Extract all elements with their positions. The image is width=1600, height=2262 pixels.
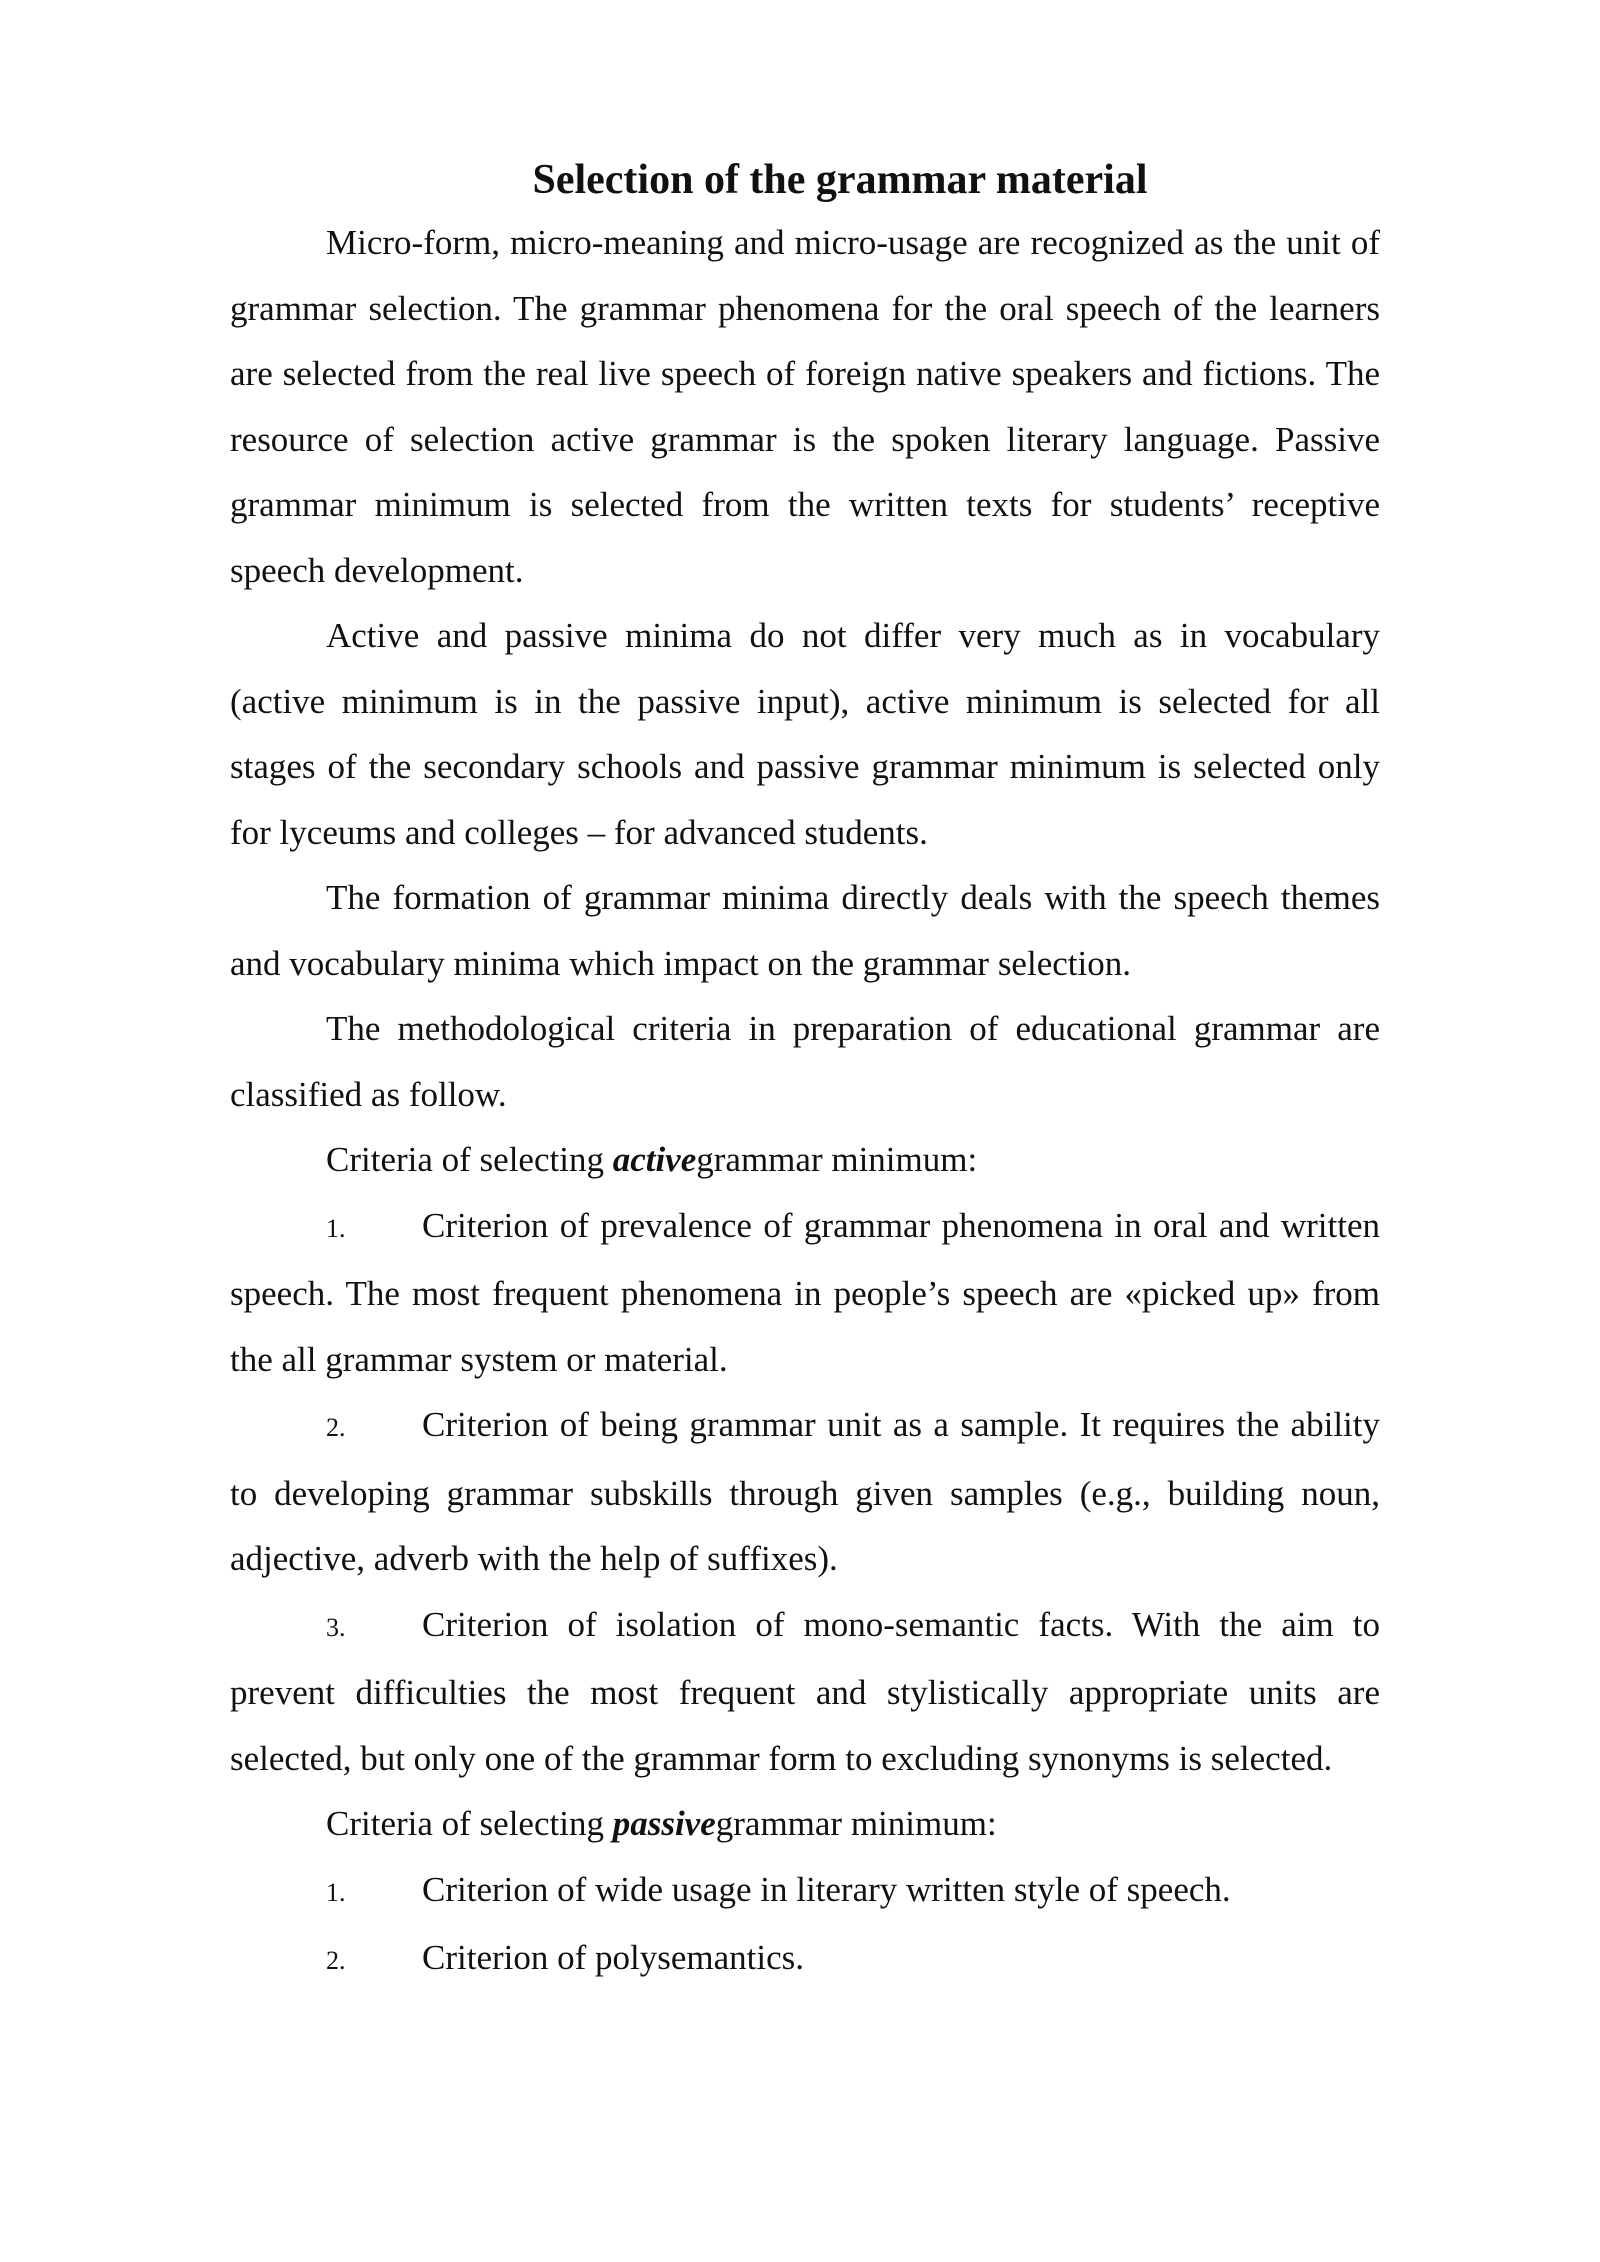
item-text: Criterion of prevalence of grammar phenomena in oral and written speech. The most frequent phenomena in people’s speech are «picked up» from the all grammar system or material. — [230, 1205, 1380, 1379]
paragraph-unit-of-selection: Micro-form, micro-meaning and micro-usage are recognized as the unit of grammar selection. The grammar phenomena for the oral speech of the learners are selected from the real live speech of foreign native speakers and fictions. The resource of selection active grammar is the spoken literary language. Passive grammar minimum is selected from the written texts for students’ receptive speech development. — [230, 223, 1380, 590]
item-text: Criterion of polysemantics. — [422, 1938, 805, 1977]
item-number: 1. — [326, 1213, 346, 1243]
document-title: Selection of the grammar material — [532, 157, 1148, 203]
active-criteria-lead: Criteria of selecting — [326, 1140, 613, 1179]
item-number: 2. — [326, 1946, 346, 1975]
passive-criteria-tail: grammar minimum: — [715, 1804, 997, 1843]
passive-keyword: passive — [612, 1804, 716, 1843]
active-criterion-item — [230, 1193, 1380, 1393]
paragraph-methodological-criteria: The methodological criteria in preparation of educational grammar are classified as follow. — [230, 1009, 1380, 1114]
active-criterion-item — [230, 1392, 1380, 1592]
paragraph-active-passive-minima: Active and passive minima do not differ very much as in vocabulary (active minimum is in the passive input), active minimum is selected for all stages of the secondary schools and passive grammar minimum is selected only for lyceums and colleges – for advanced students. — [230, 616, 1380, 852]
passive-criteria-lead: Criteria of selecting — [326, 1804, 613, 1843]
item-text: Criterion of being grammar unit as a sample. It requires the ability to developing grammar subskills through given samples (e.g., building noun, adjective, adverb with the help of suffixes). — [230, 1405, 1380, 1578]
paragraph-formation-of-minima: The formation of grammar minima directly deals with the speech themes and vocabulary minima which impact on the grammar selection. — [230, 878, 1380, 983]
active-criterion-item — [230, 1592, 1380, 1792]
active-keyword: active — [612, 1140, 697, 1179]
active-criteria-heading — [230, 1127, 1380, 1193]
document-page — [230, 150, 1380, 1994]
passive-criterion-item — [230, 1857, 1380, 1926]
item-text: Criterion of wide usage in literary written style of speech. — [422, 1869, 1231, 1909]
active-criteria-tail: grammar minimum: — [696, 1140, 978, 1179]
item-number: 3. — [326, 1612, 346, 1642]
item-number: 1. — [326, 1877, 346, 1907]
item-text: Criterion of isolation of mono-semantic facts. With the aim to prevent difficulties the most frequent and stylistically appropriate units are selected, but only one of the grammar form to excluding synonyms is selected. — [230, 1604, 1380, 1778]
passive-criteria-heading — [230, 1791, 1380, 1857]
passive-criterion-item — [230, 1925, 1380, 1994]
item-number: 2. — [326, 1413, 346, 1442]
